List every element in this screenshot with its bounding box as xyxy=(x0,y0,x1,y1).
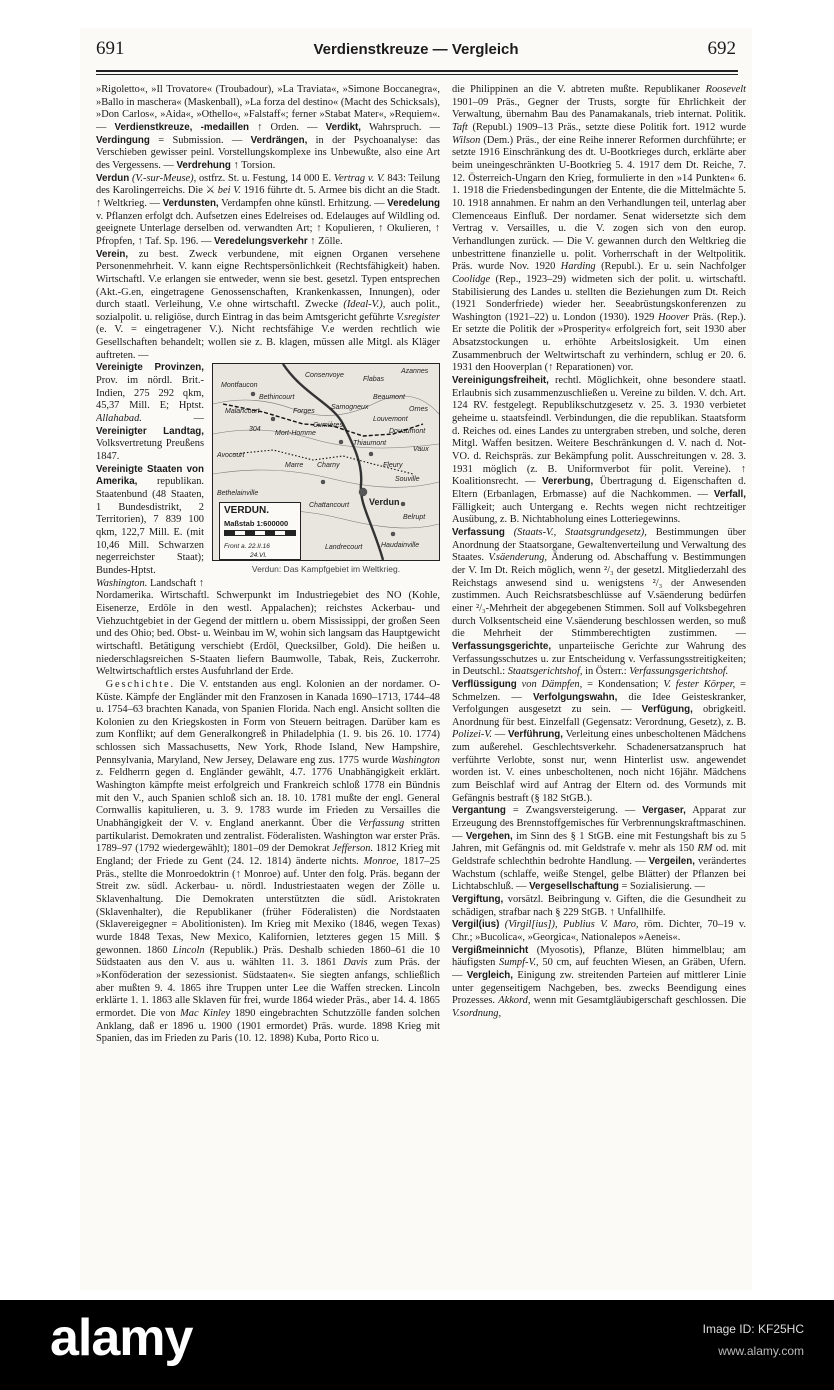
map-scale-label: Maßstab 1:600000 xyxy=(224,519,289,529)
map-label-hill304: 304 xyxy=(249,426,261,434)
map-label-cumieres: Cumières xyxy=(313,422,343,430)
map-title: VERDUN. xyxy=(224,505,270,517)
entry-verfluessigung: Verflüssigung von Dämpfen, = Kondensation; V. fester Körper, = Schmelzen. — Verfolgungswahn, die Idee Geisteskranker, Verfolgungen ausgesetzt zu sein. — Verfügung, obrigkeitl. Anordnung für best. Einzelfall (Gegensatz: Verordnung, Gesetz), z. B. Polizei-V. — Verführung, Verleitung eines unbescholtenen Mädchens zum außerehel. Geschlechtsverkehr. Schadenersatzanspruch hat verführte Verlobte, sonst nur, wenn Hinterlist usw. angewendet worden ist. V. eines unbescholtenen, noch nicht 16jähr. Mädchens zum Beischlaf wird auf Antrag der Eltern od. des Vormunds mit Gefängnis bestraft (§ 182 StGB.). xyxy=(452,678,746,804)
map-label-douaumont: Douaumont xyxy=(389,428,426,436)
map-label-bethelainville: Bethelainville xyxy=(217,490,259,498)
entry-verfassung: Verfassung (Staats-V., Staatsgrundgesetz), Bestimmungen über Anordnung der Staatsorgane, Gewaltenverteilung und Verwaltung des Staates. V.säenderung, Änderung od. Abschaffung v. Bestimmungen der V. Im Dt. Reich möglich, wenn ²/₃ der gesetzl. Mitgliederzahl des Reichstags anwesend sind u. wenigstens ²/₃ der Anwesenden zustimmen. Auch Reichsratsbeschlüsse auf V.säenderung bedürfen einer ²/₃-Mehrheit der abgegebenen Stimmen. Soll auf Volksbegehren durch Volksentscheid eine V.säenderung beschlossen werden, so muß die Mehrheit der Stimmberechtigten zustimmen. — Verfassungsgerichte, unparteiische Gerichte zur Wahrung des Verfassungsschutzes u. zur Entscheidung v. Verfassungsstreitigkeiten; in Deutschl.: Staatsgerichtshof, in Österr.: Verfassungsgerichtshof. xyxy=(452,526,746,678)
entry-vereinigte-provinzen: Vereinigte Provinzen, Prov. im nördl. Brit.-Indien, 275 292 qkm, 45,37 Mill. E; Hptst. Allahabad. — Vereinigter Landtag, Volksvertretung Preußens 1847. xyxy=(96,362,204,463)
map-label-ornes: Ornes xyxy=(409,406,429,414)
header-rule xyxy=(96,70,738,72)
alamy-logo: alamy xyxy=(50,1309,193,1367)
entry-vergil: Vergil(ius) (Virgil[ius]), Publius V. Maro, röm. Dichter, 70–19 v. Chr.; »Bucolica«, »Georgica«, Nationalepos »Aeneis«. xyxy=(452,919,746,943)
map-label-marre: Marre xyxy=(285,462,304,470)
running-title: Verdienstkreuze — Vergleich xyxy=(313,41,519,58)
entry-verein: Verein, zu best. Zweck verbundene, mit eignen Organen versehene Personenmehrheit. V. kann eigne Rechtspersönlichkeit (Rechtsfähigkeit) haben. Wirtschaftl. V.e erlangen sie entweder, wenn sie best. gesetzl. Typen entsprechen (Akt.-G.en, eingetragene Genossenschaften, Krankenkassen, Innungen), oder durch staatl. Verleihung, V.e ohne wirtschaftl. Zwecke (Ideal-V.), auch polit., sozialpolit. u. religiöse, durch Eintrag in das beim Amtsgericht geführte V.sregister (e. V. = eingetragener V.). Nicht rechtsfähige V.e werden rechtlich wie Gesellschaften behandelt; wollen sie z. B. klagen, müssen alle Mitgl. als Kläger auftreten. — xyxy=(96,248,440,361)
page-number-left: 691 xyxy=(96,38,125,59)
entry-geschichte: Geschichte. Die V. entstanden aus engl. Kolonien an der nordamer. O-Küste. Kämpfe der Engländer mit den Franzosen in Kanada 1690–1713, 1744–48 u. 1754–63 brachten Kanada, von Spanien Florida. Nach engl. Ansicht sollten die Kolonien zu den Kriegskosten in Form von Steuern beitragen. Darüber kam es zum Konflikt; auf dem Generalkongreß in Philadelphia (1. 9. bis 26. 10. 1774) schlossen sich Massachusetts, New York, Rhode Island, New Hampshire, Pennsylvania, Maryland, New Jersey, Delaware eng zus. 1775 wurde Washington z. Feldherrn gegen d. Engländer gewählt, 4.7. 1776 Unabhängigkeit erklärt. Washington kämpfte meist erfolgreich und Frankreich schloß 1778 ein Bündnis mit den V., auch Spanien schloß sich an. 18. 10. 1781 mußte der engl. General Cornwallis kapitulieren, u. 3. 9. 1783 wurde im Frieden zu Versailles die Unabhängigkeit der V. v. England anerkannt. Über die Verfassung stritten partikularist. Demokraten und zentralist. Föderalisten. Washington war erster Präs. 1789–97 (1792 wiedergewählt); 1801–09 der Demokrat Jefferson. 1812 Krieg mit England; der Friede zu Gent (24. 12. 1814) änderte nichts. Monroe, 1817–25 Präs., stellte die Monroedoktrin (↑ Monroe) auf. Unter den folg. Präs. begann der Streit zw. südl. Ackerbau- u. nördl. Industriestaaten wegen der Zölle u. Sklavenhaltung. Die Demokraten unterstützten die südl. Aristokraten (Sklavenhalter), die Republikaner (früher Föderalisten) die Nordstaaten (Sklavereigegner = Abolitionisten). Im Krieg mit Mexiko (1846, wegen Texas) wurde 1848 Texas, New Mexico, Kalifornien, letzteres gegen 15 Mill. $ gewonnen. 1860 Lincoln (Republik.) Präs. Deshalb schieden 1860–61 die 10 Südstaaten aus den V. aus u. wählten 11. 3. 1861 Davis zum Präs. der »Konföderation der sezessionist. Südstaaten«. Sie siegten anfangs, schließlich aber mußten 9. 4. 1865 ihre Truppen unter Lee die Waffen strecken. Lincoln erklärte 1. 1. 1863 alle Sklaven für frei, wurde 1864 wieder Präs., aber 14. 4. 1865 ermordet. Die von Mac Kinley 1890 eingebrachten Schutzzölle fanden solchen Anklang, daß er 1896 u. 1900 (1901 ermordet) Präs. wurde. 1898 Krieg mit Spanien, das im Frieden zu Paris (10. 12. 1898) Kuba, Porto Rico u. xyxy=(96,678,440,1045)
left-column xyxy=(96,84,440,1284)
map-label-fleury: Fleury xyxy=(383,462,403,470)
map-label-montfaucon: Montfaucon xyxy=(221,382,258,390)
map-label-chattancourt: Chattancourt xyxy=(309,502,350,510)
map-label-thiaumont: Thiaumont xyxy=(353,440,387,448)
map-legend xyxy=(219,502,301,560)
right-column xyxy=(452,84,746,1284)
map-caption: Verdun: Das Kampfgebiet im Weltkrieg. xyxy=(251,564,401,575)
map-label-vaux: Vaux xyxy=(413,446,429,454)
image-id-label: Image ID: KF25HC xyxy=(702,1322,804,1336)
entry-vereinigte-staaten: Vereinigte Staaten von Amerika, republikan. Staatenbund (48 Staaten, 1 Bundesdistrikt, 2 Territorien), 7 839 100 qkm, 122,7 Mill. E. (mit 10,46 Mill. Schwarzen negerreichster Staat); Bundes-Hptst. Washington. Landschaft ↑ Nordamerika. Wirtschaftl. Schwerpunkt im Industriegebiet des NO (Kohle, Eisenerze, Erdöle in den westl. Appalachen); reichstes Ackerbau- und Viehzuchtgebiet in der Gegend der mittlern u. obern Mississippi, der großen Seen und des Ohio; bed. Obst- u. Weinbau im W, wohin sich langsam das Hauptgewicht wirtschaftl. Betätigung verschiebt (Erdöl, Quecksilber, Gold). Die heißen u. niederschlagsreichen S-Staaten liefern Baumwolle, Tabak, Reis, Zuckerrohr. Weltwirtschaftlich erstes Ausfuhrland der Erde. xyxy=(96,463,440,678)
map-label-consenvoye: Consenvoye xyxy=(305,372,344,380)
map-label-haudainville: Haudainville xyxy=(381,542,420,550)
entry-geschichte-cont: die Philippinen an die V. abtreten mußte. Republikaner Roosevelt 1901–09 Präs., Gegner der Trusts, sorgte für Ehrlichkeit der Verwaltung, übernahm Bau des Panamakanals, trieb internat. Politik. Taft (Republ.) 1909–13 Präs., setzte diese Politik fort. 1912 wurde Wilson (Dem.) Präs., der eine Reihe innerer Reformen durchführte; er setzte 1916 Einschränkung des dt. U-Bootkrieges durch, erklärte aber beim uneingeschränkten U-Bootkrieg 5. 4. 1917 dem Dt. Reiche, 7. 12. Österreich-Ungarn den Krieg, formulierte in den »14 Punkten« 6. 1. 1918 die Friedensbedingungen der Entente, die die Mittelmächte 5. 10. 1918 annahmen. Er nahm an den Verhandlungen teil, unterlag aber Clemenceaus Einfluß. Der nordamer. Senat widersetzte sich dem Vertrag v. Versailles, u. die V. zogen sich von den europ. Verhandlungen zurück. — Die V. gewannen durch den Weltkrieg die unbestrittene finanzielle u. polit. Vorherrschaft in der Weltpolitik. Präs. wurde Nov. 1920 Harding (Republ.). Er u. sein Nachfolger Coolidge (Rep., 1923–29) widmeten sich der polit. u. wirtschaftl. Stabilisierung des Landes u. stellten die Beziehungen zum Dt. Reich (1921 Sonderfriede) wieder her. Seeabrüstungskonferenzen zu Washington (1921–22) u. London (1930). 1929 Hoover Präs. (Rep.). Er setzte die Politik der »Prosperity« erfolgreich fort, seit 1930 aber Absatzstockungen u. erhöhte Arbeitslosigkeit. Um einen Zusammenbruch der Weltwirtschaft zu verhindern, schlug er 20. 6. 1931 den Hooverplan (↑ Reparationen) vor. xyxy=(452,84,746,374)
map-label-beaumont: Beaumont xyxy=(373,394,405,402)
map-label-samogneux: Samogneux xyxy=(331,404,369,412)
map-label-charny: Charny xyxy=(317,462,340,470)
entry-vergiftung: Vergiftung, vorsätzl. Beibringung v. Giften, die die Gesundheit zu schädigen, strafbar nach § 229 StGB. ↑ Unfallhilfe. xyxy=(452,894,746,918)
page-header xyxy=(96,38,736,68)
map-label-flabas: Flabas xyxy=(363,376,385,384)
watermark-info xyxy=(703,1322,804,1358)
verdun-map-figure xyxy=(212,363,440,576)
map-label-bethincourt: Bethincourt xyxy=(259,394,295,402)
map-label-avocourt: Avocourt xyxy=(217,452,245,460)
entry-verdi-works: »Rigoletto«, »Il Trovatore« (Troubadour), »La Traviata«, »Simone Boccanegra«, »Ballo in maschera« (Maskenball), »La forza del destino« (Macht des Schicksals), »Don Carlos«, »Aida«, »Othello«, »Falstaff«; ferner »Stabat Mater«, »Requiem«. — Verdienstkreuze, -medaillen ↑ Orden. — Verdikt, Wahrspruch. — Verdingung = Submission. — Verdrängen, in der Psychoanalyse: das Verschieben gewisser peinl. Vorstellungskomplexe ins Unbewußte, also eine Art des Vergessens. — Verdrehung ↑ Torsion. xyxy=(96,84,440,171)
entry-vergantung: Vergantung = Zwangsversteigerung. — Vergaser, Apparat zur Erzeugung des Brennstoffgemisches für Verbrennungskraftmaschinen. — Vergehen, im Sinn des § 1 StGB. eine mit Festungshaft bis zu 5 Jahren, mit Gefängnis od. mit Geldstrafe v. mehr als 150 RM od. mit Geldstrafe schlechthin bedrohte Handlung. — Vergeilen, verändertes Wachstum (schlaffe, weiße Stengel, gelbe Blätter) der Pflanzen bei Lichtabschluß. — Vergesellschaftung = Sozialisierung. — xyxy=(452,805,746,893)
header-rule-thin xyxy=(96,74,738,75)
entry-vereinigungsfreiheit: Vereinigungsfreiheit, rechtl. Möglichkeit, ohne besondere staatl. Erlaubnis sich zusammenzuschließen u. Vereine zu bilden. V. dch. Art. 124 RV. festgelegt. Republikschutzgesetz v. 25. 3. 1930 verbietet geheime u. staatsfeindl. Verbindungen, die die republikan. Staatsform d. Reiches od. eines Landes zu untergraben streben, und solche, deren Mitgl. Waffen besitzen. Weitere Beschränkungen d. V. nach d. Not-VO. d. Reichspräs. zur Bekämpfung polit. Ausschreitungen v. 28. 3. 1931 möglich (z. B. Uniformverbot für polit. Vereine). ↑ Koalitionsrecht. — Vererbung, Übertragung d. Eigenschaften d. Eltern (Erbanlagen, Erbmasse) auf die Nachkommen. — Verfall, Fälligkeit; auch Untergang e. Rechts wegen nicht rechtzeitiger Ausübung, z. B. Nichtabholung eines Lotteriegewinns. xyxy=(452,375,746,526)
map-label-verdun: Verdun xyxy=(369,497,400,508)
map-label-louvemont: Louvemont xyxy=(373,416,408,424)
map-label-mort-homme: Mort-Homme xyxy=(275,430,316,438)
map-label-landrecourt: Landrecourt xyxy=(325,544,363,552)
verdun-map xyxy=(212,363,440,561)
stock-watermark-bar xyxy=(0,1300,834,1390)
entry-verdun: Verdun (V.-sur-Meuse), ostfrz. St. u. Festung, 14 000 E. Vertrag v. V. 843: Teilung des Karolingerreichs. Die ⚔ bei V. 1916 führte dt. 5. Armee bis dicht an die Stadt. ↑ Weltkrieg. — Verdunsten, Verdampfen ohne künstl. Erhitzung. — Veredelung v. Pflanzen erfolgt dch. Aufsetzen eines Edelreises od. Edelauges auf Wildling od. geeignete Unterlage derselben od. verwandten Art; ↑ Kopulieren, ↑ Okulieren, ↑ Pfropfen, ↑ Taf. Sp. 196. — Veredelungsverkehr ↑ Zölle. xyxy=(96,172,440,247)
watermark-url: www.alamy.com xyxy=(718,1344,804,1358)
map-label-belrupt: Belrupt xyxy=(403,514,426,522)
map-label-souville: Souville xyxy=(395,476,420,484)
map-label-malancourt: Malancourt xyxy=(225,408,260,416)
map-label-forges: Forges xyxy=(293,408,315,416)
page-number-right: 692 xyxy=(707,38,736,59)
map-scale-bar xyxy=(224,530,296,536)
map-legend-front: Front a. 22.II.16 xyxy=(224,543,270,551)
entry-vergissmeinnicht: Vergißmeinnicht (Myosotis), Pflanze, Blüten himmelblau; am häufigsten Sumpf-V., 50 cm, auf feuchten Wiesen, an Gräben, Ufern. — Vergleich, Einigung zw. streitenden Parteien auf mittlerer Linie unter gegenseitigem Nachgeben, bes. zwecks Beendigung eines Prozesses. Akkord, wenn mit Gesamtgläubigerschaft geschlossen. Die V.sordnung, xyxy=(452,944,746,1019)
map-legend-front-june: 24.VI. xyxy=(250,552,267,560)
map-label-azannes: Azannes xyxy=(401,368,429,376)
